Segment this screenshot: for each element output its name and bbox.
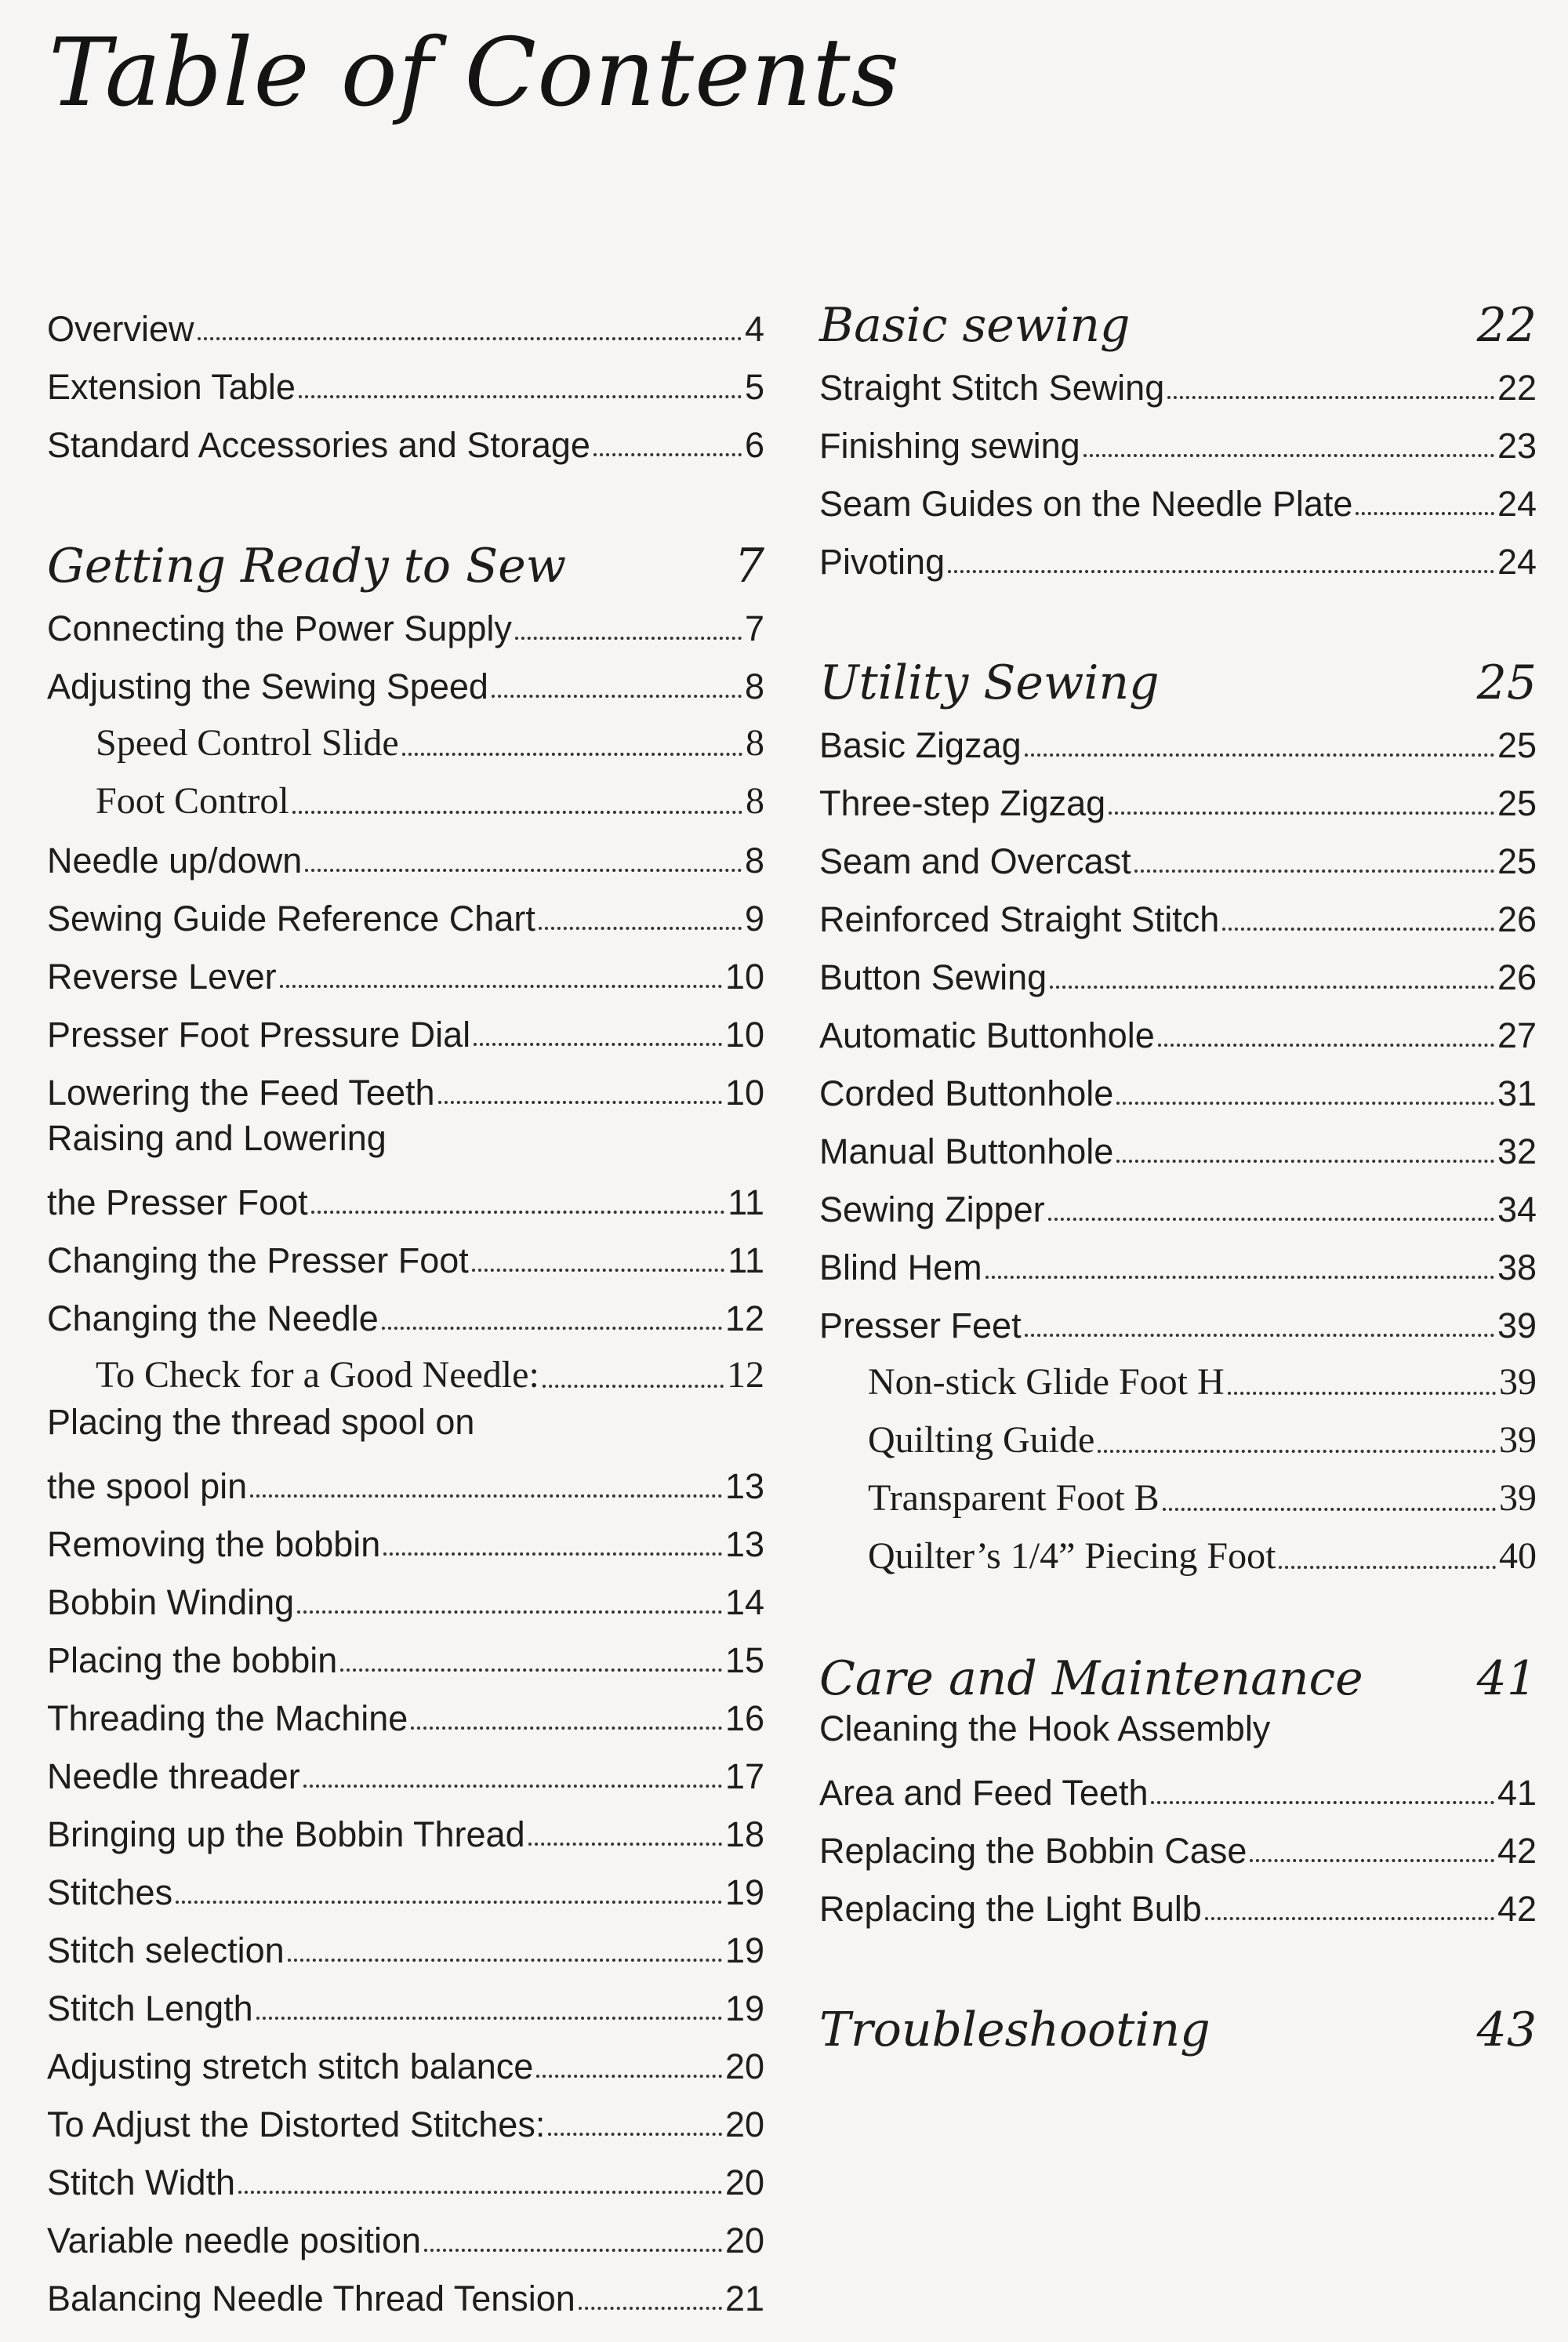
entry-page: 21	[724, 2278, 764, 2318]
section-page: 22	[1476, 298, 1537, 353]
dot-leader	[1158, 1044, 1494, 1047]
toc-entry[interactable]	[47, 1058, 764, 1116]
entry-label: Changing the Presser Foot	[47, 1240, 469, 1280]
toc-entry[interactable]	[819, 1291, 1537, 1349]
dot-leader	[424, 2249, 722, 2252]
entry-label: Threading the Machine	[47, 1697, 408, 1738]
entry-label: Connecting the Power Supply	[47, 608, 512, 648]
entry-page: 14	[724, 1581, 764, 1622]
section-page: 7	[734, 539, 764, 594]
dot-leader	[288, 1959, 722, 1962]
toc-entry[interactable]	[819, 1816, 1537, 1874]
entry-page: 20	[724, 2162, 764, 2202]
toc-entry[interactable]	[47, 1567, 764, 1625]
toc-entry[interactable]	[47, 2264, 764, 2322]
toc-entry[interactable]	[819, 353, 1537, 411]
toc-entry[interactable]	[47, 1683, 764, 1741]
entry-label: Needle threader	[47, 1756, 300, 1796]
entry-label: Stitch selection	[47, 1930, 285, 1970]
dot-leader	[305, 869, 742, 872]
dot-leader	[402, 753, 742, 756]
entry-label: Three-step Zigzag	[819, 782, 1106, 823]
toc-subentry[interactable]	[47, 1342, 764, 1400]
dot-leader	[539, 927, 742, 930]
entry-page: 39	[1499, 1360, 1537, 1403]
toc-entry[interactable]	[819, 1874, 1537, 1932]
entry-label: Speed Control Slide	[96, 721, 399, 764]
dot-leader	[340, 1668, 722, 1672]
dot-leader	[536, 2075, 722, 2078]
dot-leader	[1025, 753, 1494, 757]
dot-leader	[1116, 1160, 1494, 1163]
toc-entry[interactable]	[819, 1233, 1537, 1291]
entry-page: 8	[746, 779, 764, 822]
toc-subentry[interactable]	[819, 1465, 1537, 1523]
entry-page: 24	[1497, 541, 1537, 582]
toc-entry[interactable]	[819, 1058, 1537, 1117]
section-title: Getting Ready to Sew	[47, 539, 567, 594]
entry-page: 4	[744, 308, 764, 349]
dot-leader	[515, 637, 742, 640]
entry-label: Adjusting the Sewing Speed	[47, 666, 488, 706]
toc-entry[interactable]	[47, 294, 764, 352]
toc-entry[interactable]	[47, 1799, 764, 1857]
entry-page: 22	[1497, 367, 1537, 408]
entry-page: 13	[724, 1523, 764, 1564]
entry-label: Presser Foot Pressure Dial	[47, 1014, 471, 1055]
entry-page: 12	[727, 1353, 764, 1396]
entry-label: Basic Zigzag	[819, 724, 1022, 765]
dot-leader	[382, 1327, 722, 1330]
entry-label: Button Sewing	[819, 957, 1047, 997]
toc-subentry[interactable]	[819, 1407, 1537, 1465]
entry-page: 19	[724, 1930, 764, 1970]
toc-entry[interactable]	[47, 1741, 764, 1799]
entry-page: 7	[744, 608, 764, 648]
entry-page: 38	[1497, 1247, 1537, 1287]
dot-leader	[474, 1043, 722, 1046]
entry-label: Changing the Needle	[47, 1298, 379, 1338]
entry-page: 10	[724, 956, 764, 997]
entry-page: 9	[744, 898, 764, 939]
toc-entry[interactable]	[47, 410, 764, 468]
entry-page: 23	[1497, 425, 1537, 466]
dot-leader	[528, 1843, 722, 1846]
dot-leader	[1116, 1102, 1494, 1105]
entry-label: Quilting Guide	[868, 1418, 1095, 1461]
dot-leader	[311, 1211, 725, 1214]
toc-right-column	[819, 282, 1537, 2057]
toc-entry[interactable]	[819, 884, 1537, 942]
dot-leader	[1279, 1566, 1496, 1569]
dot-leader	[1083, 454, 1494, 457]
entry-label: Placing the bobbin	[47, 1639, 338, 1680]
entry-label: Stitches	[47, 1872, 173, 1912]
dot-leader	[1356, 512, 1494, 515]
toc-entry[interactable]	[47, 352, 764, 410]
toc-entry[interactable]	[47, 1116, 764, 1225]
entry-label-line2: the spool pin	[47, 1465, 248, 1506]
toc-entry[interactable]	[819, 942, 1537, 1000]
toc-entry[interactable]	[819, 826, 1537, 884]
entry-page: 25	[1497, 841, 1537, 881]
entry-page: 20	[724, 2046, 764, 2086]
entry-page: 20	[724, 2104, 764, 2144]
entry-label-line2: Area and Feed Teeth	[819, 1772, 1149, 1813]
entry-label: Stitch Length	[47, 1988, 253, 2028]
section-title: Troubleshooting	[819, 2003, 1210, 2057]
entry-page: 27	[1497, 1015, 1537, 1055]
toc-entry[interactable]	[819, 411, 1537, 469]
entry-label: Bobbin Winding	[47, 1581, 295, 1622]
dot-leader	[1167, 396, 1494, 399]
dot-leader	[492, 695, 742, 698]
dot-leader	[299, 395, 742, 398]
entry-page: 39	[1499, 1476, 1537, 1519]
entry-page: 10	[724, 1014, 764, 1055]
dot-leader	[1109, 812, 1494, 815]
toc-subentry[interactable]	[819, 1349, 1537, 1407]
entry-label-line2: the Presser Foot	[47, 1182, 308, 1222]
dot-leader	[198, 337, 742, 340]
entry-label: To Adjust the Distorted Stitches:	[47, 2104, 546, 2144]
section-heading[interactable]	[819, 585, 1537, 710]
dot-leader	[297, 1610, 722, 1614]
toc-entry[interactable]	[47, 1400, 764, 1509]
entry-page: 41	[1497, 1772, 1537, 1813]
entry-label: Seam and Overcast	[819, 841, 1131, 881]
entry-label-line1: Raising and Lowering	[47, 1118, 387, 1158]
entry-page: 6	[744, 424, 764, 465]
toc-entry[interactable]	[47, 2206, 764, 2264]
entry-page: 8	[744, 840, 764, 881]
entry-label: Reverse Lever	[47, 956, 277, 997]
dot-leader	[238, 2191, 722, 2194]
entry-page: 42	[1497, 1888, 1537, 1929]
entry-label: Reinforced Straight Stitch	[819, 899, 1220, 939]
dot-leader	[543, 1385, 724, 1388]
entry-label: Foot Control	[96, 779, 289, 822]
toc-entry[interactable]	[819, 1117, 1537, 1175]
entry-page: 5	[744, 366, 764, 407]
entry-page: 18	[724, 1814, 764, 1854]
entry-label: Stitch Width	[47, 2162, 236, 2202]
toc-subentry[interactable]	[819, 1523, 1537, 1581]
entry-label: Non-stick Glide Foot H	[868, 1360, 1225, 1403]
toc-entry[interactable]	[47, 1225, 764, 1284]
entry-page: 34	[1497, 1189, 1537, 1229]
entry-label: Sewing Guide Reference Chart	[47, 898, 535, 939]
dot-leader	[256, 2017, 722, 2020]
entry-label: Bringing up the Bobbin Thread	[47, 1814, 525, 1854]
entry-page: 20	[724, 2220, 764, 2260]
entry-label: Presser Feet	[819, 1305, 1022, 1345]
entry-label: Overview	[47, 308, 194, 349]
toc-entry[interactable]	[819, 469, 1537, 527]
entry-label: Pivoting	[819, 541, 946, 582]
toc-entry[interactable]	[47, 594, 764, 652]
dot-leader	[1250, 1859, 1494, 1862]
toc-left-column	[47, 294, 764, 2322]
page-title: Table of Contents	[49, 19, 901, 128]
section-page: 25	[1476, 655, 1537, 710]
entry-label: To Check for a Good Needle:	[96, 1353, 539, 1396]
toc-entry[interactable]	[47, 826, 764, 884]
dot-leader	[948, 570, 1494, 573]
dot-leader	[1228, 1392, 1496, 1395]
section-page: 41	[1476, 1651, 1537, 1706]
toc-entry[interactable]	[819, 710, 1537, 768]
entry-page: 19	[724, 1988, 764, 2028]
entry-label: Replacing the Bobbin Case	[819, 1830, 1247, 1871]
dot-leader	[472, 1269, 724, 1272]
entry-page: 26	[1497, 957, 1537, 997]
entry-page: 39	[1499, 1418, 1537, 1461]
entry-label: Lowering the Feed Teeth	[47, 1072, 435, 1113]
toc-entry[interactable]	[47, 2148, 764, 2206]
entry-page: 31	[1497, 1073, 1537, 1113]
entry-page: 25	[1497, 724, 1537, 765]
dot-leader	[1025, 1334, 1494, 1337]
toc-entry[interactable]	[47, 942, 764, 1000]
dot-leader	[303, 1785, 722, 1788]
entry-page: 40	[1499, 1534, 1537, 1577]
entry-page: 12	[724, 1298, 764, 1338]
dot-leader	[1151, 1801, 1494, 1804]
entry-page: 39	[1497, 1305, 1537, 1345]
section-heading[interactable]	[819, 1581, 1537, 1706]
toc-entry[interactable]	[47, 1625, 764, 1683]
dot-leader	[1050, 986, 1494, 989]
entry-label: Automatic Buttonhole	[819, 1015, 1155, 1055]
entry-label: Blind Hem	[819, 1247, 982, 1287]
toc-entry[interactable]	[47, 1857, 764, 1915]
toc-subentry[interactable]	[47, 710, 764, 768]
dot-leader	[411, 1727, 722, 1730]
toc-entry[interactable]	[47, 1915, 764, 1973]
dot-leader	[383, 1552, 722, 1556]
entry-label: Transparent Foot B	[868, 1476, 1160, 1519]
entry-page: 10	[724, 1072, 764, 1113]
section-title: Care and Maintenance	[819, 1651, 1363, 1706]
dot-leader	[579, 2307, 722, 2310]
entry-label: Replacing the Light Bulb	[819, 1888, 1202, 1929]
toc-entry[interactable]	[47, 1973, 764, 2032]
toc-entry[interactable]	[47, 884, 764, 942]
entry-label-line1: Placing the thread spool on	[47, 1402, 475, 1442]
entry-label: Seam Guides on the Needle Plate	[819, 483, 1353, 524]
dot-leader	[985, 1276, 1494, 1279]
toc-entry[interactable]	[819, 1175, 1537, 1233]
toc-entry[interactable]	[47, 2090, 764, 2148]
entry-label: Straight Stitch Sewing	[819, 367, 1165, 408]
entry-label: Corded Buttonhole	[819, 1073, 1114, 1113]
section-heading[interactable]	[47, 468, 764, 594]
section-page: 43	[1476, 2003, 1537, 2057]
entry-page: 15	[724, 1639, 764, 1680]
entry-page: 42	[1497, 1830, 1537, 1871]
dot-leader	[1098, 1450, 1496, 1453]
entry-label: Sewing Zipper	[819, 1189, 1045, 1229]
entry-page: 24	[1497, 483, 1537, 524]
toc-entry[interactable]	[47, 2032, 764, 2090]
toc-entry[interactable]	[47, 1000, 764, 1058]
entry-page: 8	[744, 666, 764, 706]
entry-page: 32	[1497, 1131, 1537, 1171]
entry-label: Extension Table	[47, 366, 296, 407]
entry-page: 25	[1497, 782, 1537, 823]
dot-leader	[1205, 1917, 1494, 1920]
entry-page: 11	[728, 1182, 764, 1222]
toc-entry[interactable]	[47, 652, 764, 710]
entry-page: 16	[724, 1697, 764, 1738]
dot-leader	[176, 1901, 722, 1904]
entry-label: Removing the bobbin	[47, 1523, 381, 1564]
entry-page: 19	[724, 1872, 764, 1912]
toc-entry[interactable]	[47, 1509, 764, 1567]
toc-entry[interactable]	[819, 527, 1537, 585]
dot-leader	[292, 811, 742, 814]
entry-page: 13	[724, 1465, 764, 1506]
entry-page: 17	[724, 1756, 764, 1796]
dot-leader	[1134, 870, 1494, 873]
entry-label: Manual Buttonhole	[819, 1131, 1114, 1171]
section-heading[interactable]	[819, 282, 1537, 353]
entry-label: Finishing sewing	[819, 425, 1080, 466]
entry-label: Quilter’s 1/4” Piecing Foot	[868, 1534, 1276, 1577]
entry-label: Needle up/down	[47, 840, 303, 881]
toc-entry[interactable]	[819, 1706, 1537, 1816]
toc-entry[interactable]	[819, 768, 1537, 826]
entry-page: 26	[1497, 899, 1537, 939]
dot-leader	[548, 2133, 722, 2136]
entry-label-line1: Cleaning the Hook Assembly	[819, 1708, 1271, 1748]
toc-entry[interactable]	[47, 1284, 764, 1342]
entry-label: Variable needle position	[47, 2220, 422, 2260]
dot-leader	[438, 1101, 722, 1104]
entry-label: Adjusting stretch stitch balance	[47, 2046, 534, 2086]
section-title: Basic sewing	[819, 298, 1131, 353]
dot-leader	[1048, 1218, 1494, 1221]
section-title: Utility Sewing	[819, 655, 1160, 710]
section-heading[interactable]	[819, 1932, 1537, 2057]
toc-entry[interactable]	[819, 1000, 1537, 1058]
dot-leader	[1163, 1508, 1496, 1511]
entry-label: Standard Accessories and Storage	[47, 424, 590, 465]
entry-page: 8	[746, 721, 764, 764]
entry-page: 11	[728, 1240, 764, 1280]
dot-leader	[1222, 928, 1494, 931]
dot-leader	[280, 985, 722, 988]
toc-subentry[interactable]	[47, 768, 764, 826]
dot-leader	[593, 453, 742, 456]
dot-leader	[250, 1494, 722, 1498]
entry-label: Balancing Needle Thread Tension	[47, 2278, 575, 2318]
